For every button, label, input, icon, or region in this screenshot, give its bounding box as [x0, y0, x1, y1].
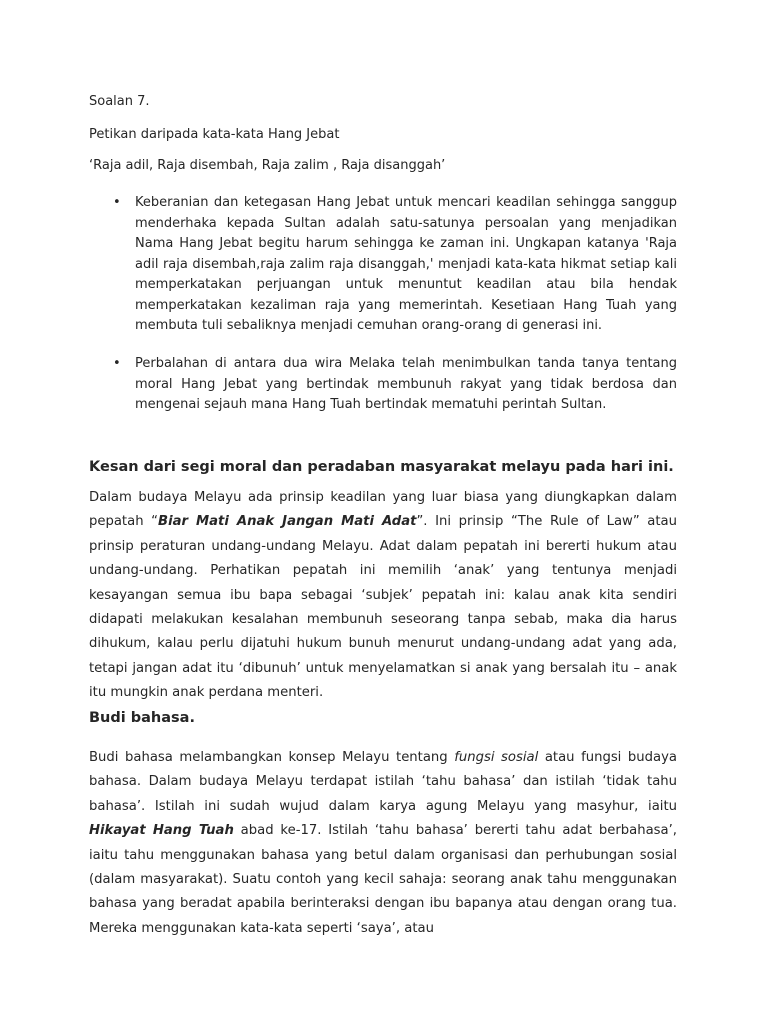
bullet-item: Keberanian dan ketegasan Hang Jebat untuk mencari keadilan sehingga sanggup menderhaka kepada Sultan adalah satu-satunya persoalan yang menjadikan Nama Hang Jebat begitu harum sehingga ke zaman ini. Ungkapan katanya 'Raja adil raja disembah,raja zalim raja disanggah,' menjadi kata-kata hikmat setiap kali memperkatakan perjuangan untuk menuntut keadilan atau bila hendak memperkatakan kezaliman raja yang memerintah. Kesetiaan Hang Tuah yang membuta tuli sebaliknya menjadi cemuhan orang-orang di generasi ini. — [135, 195, 677, 333]
paragraph-text: ”. Ini prinsip “The Rule of Law” atau prinsip peraturan undang-undang Melayu. Adat dalam pepatah ini bererti hukum atau undang-undang. Perhatikan pepatah ini memilih ‘anak’ yang tentunya menjadi kesayangan semua ibu bapa sebagai ‘subjek’ pepatah ini: kalau anak kita sendiri didapati melakukan kesalahan membunuh seseorang tanpa sebab, maka dia harus dihukum, kalau perlu dijatuhi hukum bunuh menurut undang-undang adat yang ada, tetapi jangan adat itu ‘dibunuh’ untuk menyelamatkan si anak yang bersalah itu – anak itu mungkin anak perdana menteri. — [89, 514, 677, 701]
paragraph-moral — [89, 486, 677, 706]
bullet-dot: • — [113, 195, 121, 210]
paragraph-text: Budi bahasa melambangkan konsep Melayu tentang — [89, 750, 455, 765]
work-title: Hikayat Hang Tuah — [89, 823, 234, 839]
paragraph-text: Dalam budaya Melayu ada prinsip keadilan yang luar biasa yang diungkapkan dalam pepatah “ — [89, 490, 677, 530]
paragraph-text: atau fungsi budaya bahasa. Dalam budaya Melayu terdapat istilah ‘tahu bahasa’ dan istilah ‘tidak tahu bahasa’. Istilah ini sudah wujud dalam karya agung Melayu yang masyhur, iaitu — [89, 750, 677, 814]
paragraph-budi-bahasa — [89, 746, 677, 941]
proverb-emphasis: Biar Mati Anak Jangan Mati Adat — [158, 514, 417, 530]
section-heading-moral: Kesan dari segi moral dan peradaban masyarakat melayu pada hari ini. — [89, 459, 674, 475]
bullet-dot: • — [113, 356, 121, 371]
paragraph-text: abad ke-17. Istilah ‘tahu bahasa’ bererti tahu adat berbahasa’, iaitu tahu menggunakan bahasa yang betul dalam organisasi dan perhubungan sosial (dalam masyarakat). Suatu contoh yang kecil sahaja: seorang anak tahu menggunakan bahasa yang beradat apabila berinteraksi dengan ibu bapanya atau dengan orang tua. Mereka menggunakan kata-kata seperti ‘saya’, atau — [89, 823, 678, 936]
excerpt-title: Petikan daripada kata-kata Hang Jebat — [89, 127, 340, 142]
quote-line: ‘Raja adil, Raja disembah, Raja zalim , Raja disanggah’ — [89, 158, 446, 173]
bullet-item: Perbalahan di antara dua wira Melaka telah menimbulkan tanda tanya tentang moral Hang Jebat yang bertindak membunuh rakyat yang tidak berdosa dan mengenai sejauh mana Hang Tuah bertindak mematuhi perintah Sultan. — [135, 356, 677, 412]
question-number: Soalan 7. — [89, 94, 150, 109]
section-heading-budi-bahasa: Budi bahasa. — [89, 710, 195, 726]
italic-term: fungsi sosial — [454, 750, 539, 765]
